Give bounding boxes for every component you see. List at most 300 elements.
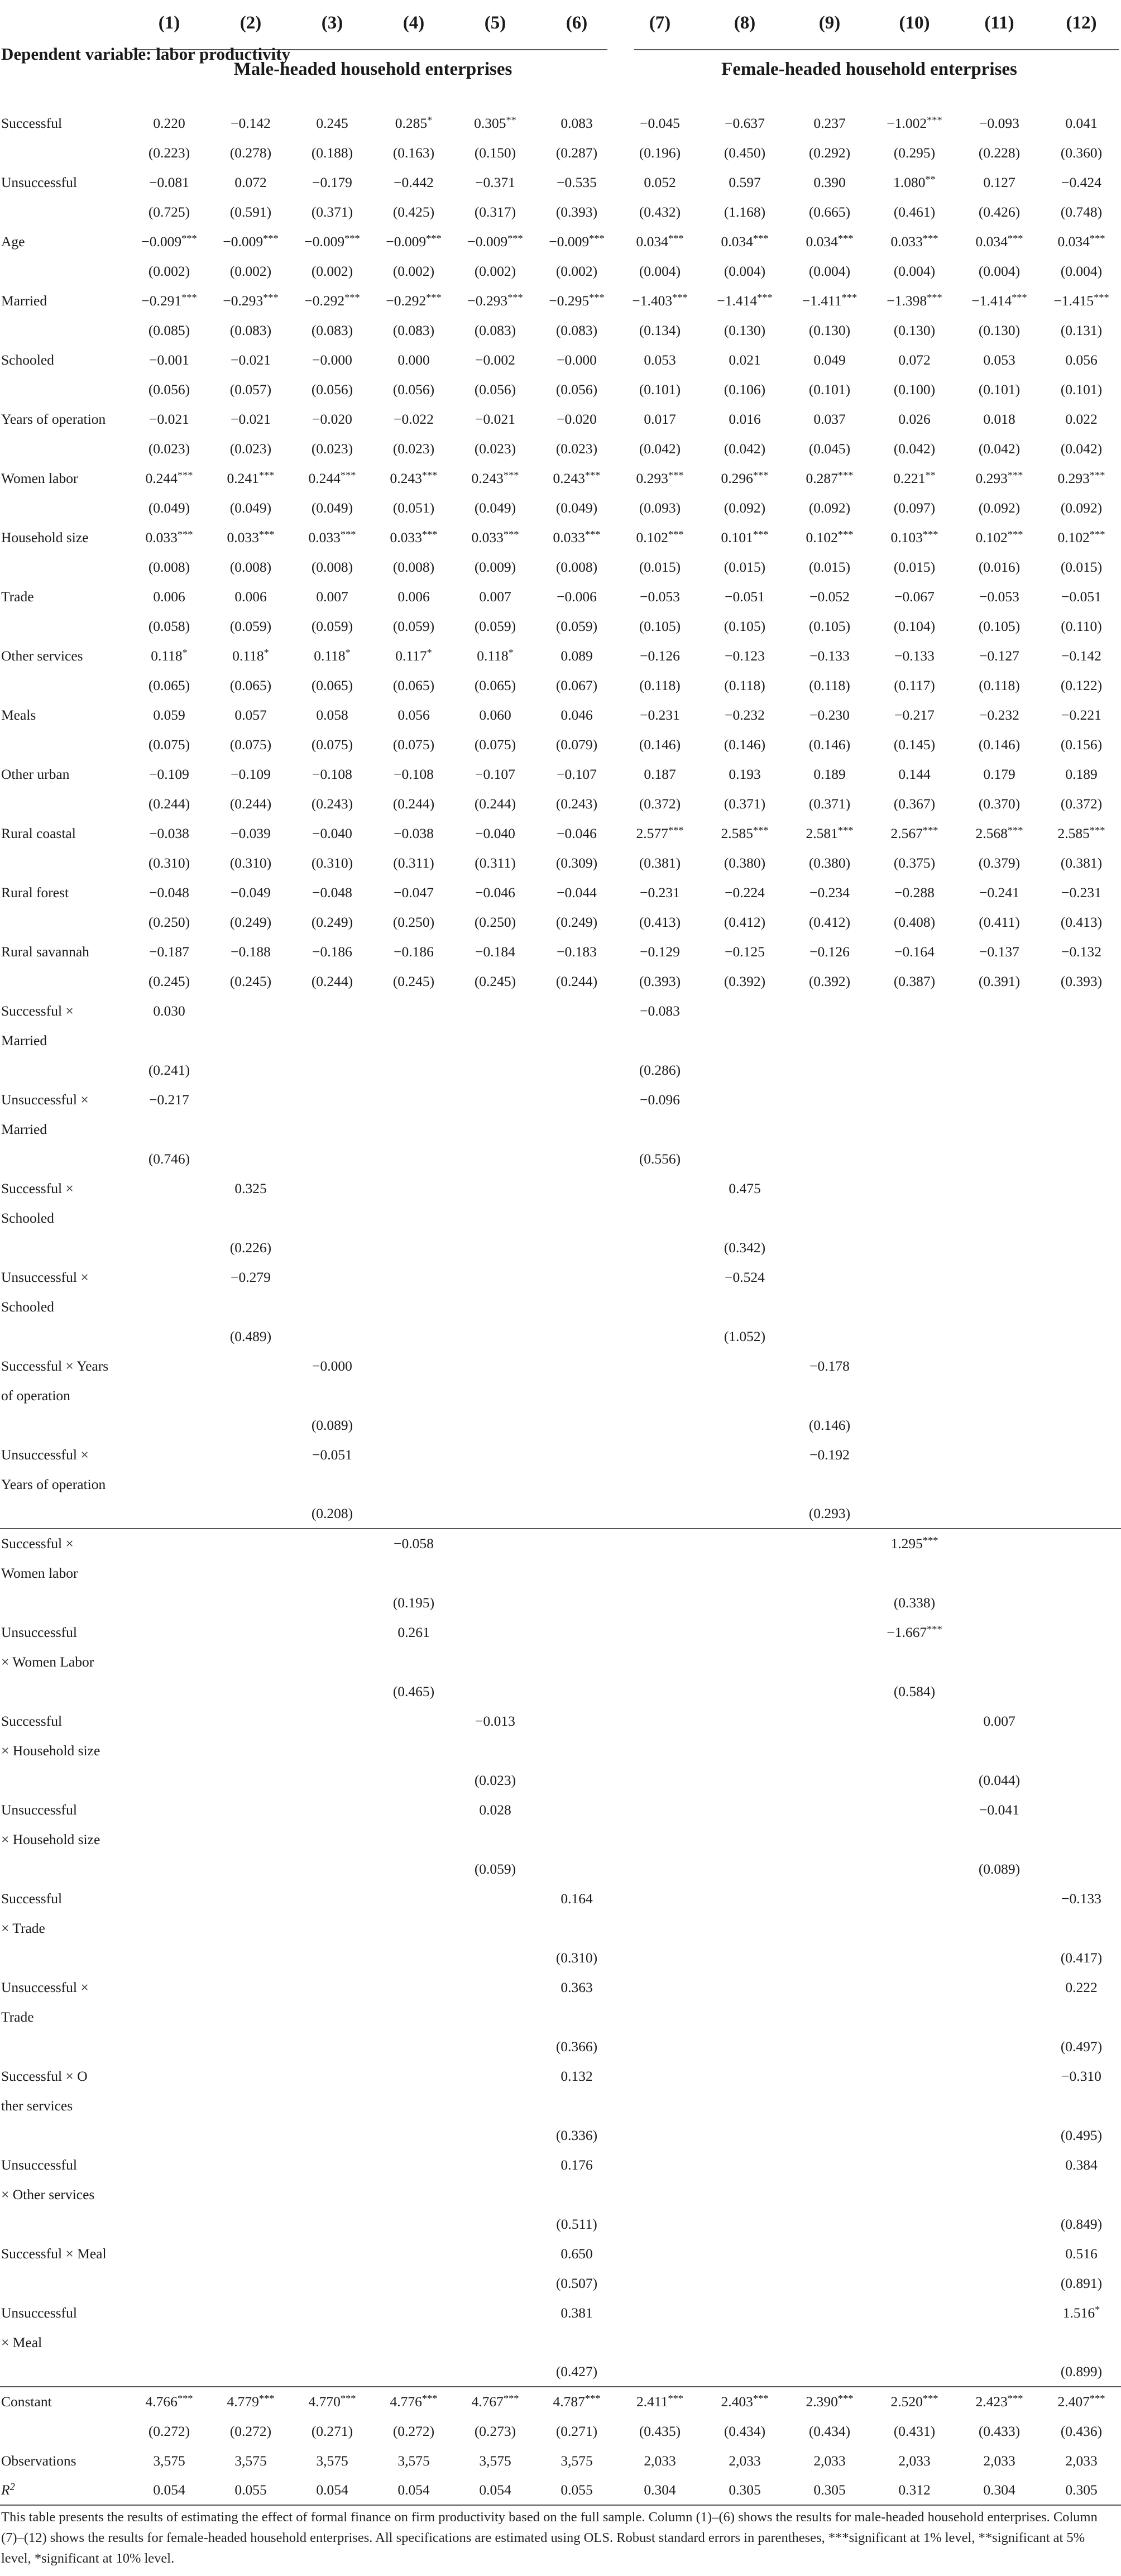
coefficient-cell [617,1617,702,1647]
coefficient-cell: 0.033*** [145,528,193,545]
std-error-cell [702,1677,787,1706]
row-label: Successful [1,1890,63,1907]
row-label [0,611,128,641]
std-error-cell: (0.250) [148,913,190,930]
std-error-cell [872,1765,957,1795]
std-error-cell: (0.110) [1061,617,1102,634]
coefficient-cell [787,1262,872,1292]
coefficient-cell [128,1440,210,1469]
row-label [0,1677,128,1706]
empty-cell [702,1647,787,1677]
empty-cell [128,1913,210,1943]
std-error-cell: (0.057) [229,381,272,398]
column-header: (9) [818,12,841,33]
std-error-cell: (0.008) [229,558,272,575]
empty-cell [373,1647,454,1677]
coefficient-cell [702,1617,787,1647]
row-label: Other urban [1,765,70,782]
coefficient-cell: 0.033*** [471,528,519,545]
empty-cell [210,1736,291,1765]
empty-cell [1042,2002,1121,2032]
empty-cell [291,1647,373,1677]
coefficient-cell: −0.234 [809,884,850,901]
coefficient-cell: 0.475 [729,1180,761,1196]
coefficient-cell: −0.041 [979,1801,1019,1818]
empty-cell [128,2180,210,2209]
empty-cell [617,1381,702,1410]
coefficient-cell [210,1972,291,2002]
std-error-cell [787,1588,872,1617]
coefficient-cell [128,1529,210,1558]
std-error-cell [872,1410,957,1440]
coefficient-cell: 0.179 [983,765,1015,782]
empty-cell [128,1381,210,1410]
column-header: (3) [321,12,343,33]
std-error-cell: (0.105) [724,617,766,634]
std-error-cell [702,1410,787,1440]
std-error-cell [454,1588,536,1617]
std-error-cell: (0.105) [639,617,681,634]
std-error-cell: (0.049) [311,499,353,516]
std-error-cell: (0.122) [1060,677,1103,693]
std-error-cell: (0.023) [392,440,435,457]
std-error-cell [957,1321,1042,1351]
std-error-cell [617,1588,702,1617]
std-error-cell: (0.584) [893,1683,936,1699]
coefficient-cell [957,1529,1042,1558]
std-error-cell: (0.370) [978,795,1021,812]
std-error-cell: (0.059) [474,1860,516,1877]
empty-cell [210,1469,291,1499]
empty-cell [291,1203,373,1233]
std-error-cell: (0.059) [392,617,435,634]
empty-cell [702,1203,787,1233]
coefficient-cell [373,1085,454,1114]
empty-cell [787,2091,872,2120]
coefficient-cell: 0.021 [729,351,761,368]
coefficient-cell: −0.021 [231,410,271,427]
coefficient-cell: −0.224 [725,884,765,901]
std-error-cell [128,1943,210,1972]
std-error-cell: (0.342) [724,1239,766,1256]
coefficient-cell: 0.222 [1065,1979,1098,1995]
empty-cell [128,1469,210,1499]
coefficient-cell: 0.018 [983,410,1015,427]
std-error-cell: (0.244) [148,795,190,812]
std-error-cell: (0.134) [639,322,681,338]
empty-cell [291,1558,373,1588]
std-error-cell: (0.056) [474,381,516,398]
coef-row [0,2150,1121,2180]
coefficient-cell: −0.009*** [386,232,442,250]
coefficient-cell: −0.127 [979,647,1019,664]
coefficient-cell: −0.009*** [304,232,360,250]
coefficient-cell: 2.411*** [617,2387,702,2416]
std-error-cell: (0.295) [893,144,936,161]
coefficient-cell [702,996,787,1026]
std-error-cell: (0.023) [148,440,190,457]
row-label: × Other services [1,2186,95,2202]
coefficient-cell: 0.296*** [721,469,769,486]
empty-cell [787,1913,872,1943]
coefficient-cell: −0.047 [394,884,434,901]
std-error-cell [210,1144,291,1174]
std-error-cell [454,2209,536,2239]
coefficient-cell: 0.053 [644,351,676,368]
std-error-cell [702,2032,787,2061]
coefficient-cell: 2.577*** [636,824,684,841]
empty-cell [872,1203,957,1233]
std-error-cell [454,1321,536,1351]
empty-cell [1042,1825,1121,1854]
coef-row [0,2239,1121,2268]
empty-cell [454,1736,536,1765]
std-error-cell: (0.044) [978,1771,1021,1788]
coefficient-cell [291,1972,373,2002]
std-error-cell [128,1677,210,1706]
se-row [0,1854,1121,1884]
empty-cell [1042,1203,1121,1233]
coefficient-cell [957,1440,1042,1469]
coefficient-cell [210,1529,291,1558]
row-label: Rural coastal [1,825,76,841]
std-error-cell: (0.408) [893,913,936,930]
std-error-cell: (0.413) [1060,913,1103,930]
std-error-cell [1042,1854,1121,1884]
std-error-cell [210,1943,291,1972]
coefficient-cell [1042,1085,1121,1114]
label-continuation-row [0,1469,1121,1499]
row-label: Years of operation [1,410,106,427]
coefficient-cell [454,1529,536,1558]
empty-cell [617,1825,702,1854]
coefficient-cell [291,1884,373,1913]
empty-cell [872,1469,957,1499]
std-error-cell: (0.002) [148,262,190,279]
std-error-cell: (1.168) [724,203,766,220]
std-error-cell: (0.372) [1060,795,1103,812]
coefficient-cell: −1.667*** [887,1623,942,1640]
coefficient-cell: 0.030 [153,1002,185,1019]
empty-cell [128,1114,210,1144]
std-error-cell [957,2120,1042,2150]
coefficient-cell: 1.516* [1062,2304,1100,2321]
coefficient-cell [787,1795,872,1825]
std-error-cell: (0.849) [1060,2215,1103,2232]
row-label: Unsuccessful × [1,1268,89,1285]
std-error-cell [957,1410,1042,1440]
coefficient-cell [373,2061,454,2091]
empty-cell [373,2180,454,2209]
std-error-cell [1042,1233,1121,1262]
std-error-cell: (0.311) [475,854,516,871]
row-label: Successful × [1,1002,74,1019]
std-error-cell [454,1410,536,1440]
coefficient-cell: 0.057 [234,706,267,723]
coefficient-cell: 2.585*** [1057,824,1105,841]
std-error-cell [128,2357,210,2387]
coefficient-cell: −0.442 [394,174,434,190]
coef-row [0,1706,1121,1736]
stat-cell: 0.312 [872,2476,957,2505]
coefficient-cell [957,996,1042,1026]
coef-row [0,108,1121,138]
coefficient-cell: 0.127 [983,174,1015,190]
coefficient-cell: 0.046 [560,706,593,723]
std-error-cell: (0.097) [893,499,936,516]
std-error-cell [373,1233,454,1262]
std-error-cell: (0.360) [1060,144,1103,161]
coefficient-cell [210,1795,291,1825]
coefficient-cell [1042,1174,1121,1203]
std-error-cell: (0.049) [229,499,272,516]
std-error-cell: (0.023) [474,440,516,457]
coefficient-cell [536,1529,617,1558]
coefficient-cell: 0.118* [477,647,514,664]
std-error-cell [702,1499,787,1529]
std-error-cell [291,1233,373,1262]
empty-cell [454,1292,536,1321]
coefficient-cell [536,1085,617,1114]
std-error-cell: (0.146) [724,736,766,753]
coefficient-cell [617,1706,702,1736]
std-error-cell: (0.092) [724,499,766,516]
coefficient-cell [957,1884,1042,1913]
coefficient-cell: 0.244*** [308,469,356,486]
coefficient-cell: −1.414*** [717,291,773,309]
std-error-cell: (0.511) [556,2215,597,2232]
coefficient-cell: 0.089 [560,647,593,664]
coefficient-cell [210,1617,291,1647]
std-error-cell [291,2032,373,2061]
empty-cell [957,1647,1042,1677]
row-label [0,552,128,582]
std-error-cell [536,1499,617,1529]
empty-cell [1042,1558,1121,1588]
coefficient-cell [128,2150,210,2180]
empty-cell [617,1913,702,1943]
coefficient-cell [210,2239,291,2268]
row-label [0,1321,128,1351]
empty-cell [787,1736,872,1765]
std-error-cell: (0.146) [808,736,851,753]
std-error-cell [872,1144,957,1174]
empty-cell [872,2002,957,2032]
empty-cell [454,2328,536,2357]
coefficient-cell: −0.288 [894,884,935,901]
coefficient-cell: 0.102*** [1057,528,1105,545]
coefficient-cell: −0.217 [149,1091,189,1108]
coefficient-cell: −0.292*** [304,291,360,309]
empty-cell [617,2328,702,2357]
coefficient-cell [128,1884,210,1913]
std-error-cell: (0.380) [808,854,851,871]
empty-cell [872,1292,957,1321]
empty-cell [787,2002,872,2032]
coefficient-cell [957,1972,1042,2002]
label-continuation-row [0,1736,1121,1765]
empty-cell [454,2091,536,2120]
coef-row [0,523,1121,552]
std-error-cell [787,1321,872,1351]
std-error-cell [128,1233,210,1262]
std-error-cell: (0.379) [978,854,1021,871]
coefficient-cell: −0.108 [312,765,352,782]
se-row [0,256,1121,286]
coefficient-cell [454,2239,536,2268]
std-error-cell: (0.092) [808,499,851,516]
std-error-cell [702,1854,787,1884]
coefficient-cell [210,1440,291,1469]
coefficient-cell: −0.051 [725,588,765,605]
coefficient-cell: −0.040 [475,825,515,841]
coefficient-cell: 2.567*** [890,824,938,841]
stat-cell: 0.054 [454,2476,536,2505]
std-error-cell: (0.075) [311,736,353,753]
empty-cell [957,1736,1042,1765]
row-label: Unsuccessful [1,1624,77,1640]
coefficient-cell: −0.000 [312,1357,352,1374]
empty-cell [210,2180,291,2209]
coefficient-cell [617,2150,702,2180]
row-label: Schooled [1,351,54,368]
std-error-cell: (0.432) [639,203,681,220]
coefficient-cell: −0.125 [725,943,765,960]
empty-cell [454,1026,536,1055]
coefficient-cell: −0.123 [725,647,765,664]
coefficient-cell [291,1617,373,1647]
std-error-cell [373,2120,454,2150]
empty-cell [291,2091,373,2120]
std-error-cell [702,1765,787,1795]
std-error-cell: (0.105) [808,617,851,634]
se-row [0,1321,1121,1351]
coefficient-cell: 2.390*** [787,2387,872,2416]
coefficient-cell: 2.423*** [957,2387,1042,2416]
stats-row [0,2476,1121,2505]
coefficient-cell: 0.241*** [227,469,275,486]
coefficient-cell: 0.103*** [890,528,938,545]
std-error-cell [373,1144,454,1174]
stat-cell: 0.054 [291,2476,373,2505]
empty-cell [210,2091,291,2120]
coefficient-cell: 2.407*** [1042,2387,1121,2416]
empty-cell [787,1292,872,1321]
se-row [0,848,1121,878]
std-error-cell: (0.309) [555,854,598,871]
se-row [0,1410,1121,1440]
std-error-cell [702,1588,787,1617]
coefficient-cell: 4.766*** [128,2387,210,2416]
empty-cell [210,1203,291,1233]
empty-cell [702,2328,787,2357]
std-error-cell: (0.079) [555,736,598,753]
row-label: Unsuccessful [1,2304,77,2321]
std-error-cell [787,2209,872,2239]
std-error-cell: (0.310) [311,854,353,871]
empty-cell [1042,1469,1121,1499]
std-error-cell: (0.413) [639,913,681,930]
std-error-cell [291,2120,373,2150]
coefficient-cell [787,1174,872,1203]
std-error-cell [1042,1677,1121,1706]
coefficient-cell: −0.186 [394,943,434,960]
coefficient-cell [454,2298,536,2328]
se-row [0,493,1121,523]
std-error-cell: (0.196) [639,144,681,161]
coefficient-cell: −0.046 [557,825,597,841]
std-error-cell [291,1321,373,1351]
row-label [0,2268,128,2298]
column-header: (1) [158,12,180,33]
coefficient-cell: −0.137 [979,943,1019,960]
std-error-cell [957,2268,1042,2298]
se-row [0,138,1121,167]
coefficient-cell: −0.020 [557,410,597,427]
row-label [0,2357,128,2387]
se-row [0,315,1121,345]
empty-cell [128,1203,210,1233]
coefficient-cell: −0.045 [640,114,680,131]
coefficient-cell: −0.109 [149,765,189,782]
coefficient-cell [787,2061,872,2091]
empty-cell [1042,2091,1121,2120]
empty-cell [957,1292,1042,1321]
coefficient-cell [210,996,291,1026]
stat-cell: 0.304 [617,2476,702,2505]
coefficient-cell: −0.048 [149,884,189,901]
std-error-cell [291,1765,373,1795]
std-error-cell [872,1943,957,1972]
coefficient-cell: −0.083 [640,1002,680,1019]
std-error-cell [872,1499,957,1529]
std-error-cell [210,2120,291,2150]
coefficient-cell: −0.002 [475,351,515,368]
coefficient-cell [787,1884,872,1913]
std-error-cell: (0.436) [1060,2422,1103,2439]
row-label: ther services [1,2097,73,2114]
empty-cell [291,1736,373,1765]
empty-cell [210,1026,291,1055]
coefficient-cell: 0.059 [153,706,185,723]
coefficient-cell: 0.243*** [553,469,601,486]
stat-cell: 2,033 [983,2452,1015,2469]
coefficient-cell [702,1884,787,1913]
coef-row [0,1085,1121,1114]
coefficient-cell: 0.052 [644,174,676,190]
std-error-cell: (0.391) [978,973,1021,989]
stat-cell: 3,575 [479,2452,511,2469]
coefficient-cell: 0.022 [1065,410,1098,427]
coefficient-cell: 0.017 [644,410,676,427]
std-error-cell [957,1055,1042,1085]
coefficient-cell: −0.231 [1061,884,1101,901]
std-error-cell: (0.272) [148,2422,190,2439]
coef-row [0,641,1121,671]
std-error-cell: (0.188) [311,144,353,161]
std-error-cell: (0.273) [474,2422,516,2439]
coefficient-cell: 0.102*** [636,528,684,545]
coefficient-cell [373,1884,454,1913]
coefficient-cell [872,2239,957,2268]
coefficient-cell [872,2061,957,2091]
std-error-cell [787,1233,872,1262]
std-error-cell: (0.101) [1060,381,1103,398]
coefficient-cell: 0.072 [234,174,267,190]
std-error-cell [373,2209,454,2239]
se-row [0,1588,1121,1617]
label-continuation-row [0,1647,1121,1677]
